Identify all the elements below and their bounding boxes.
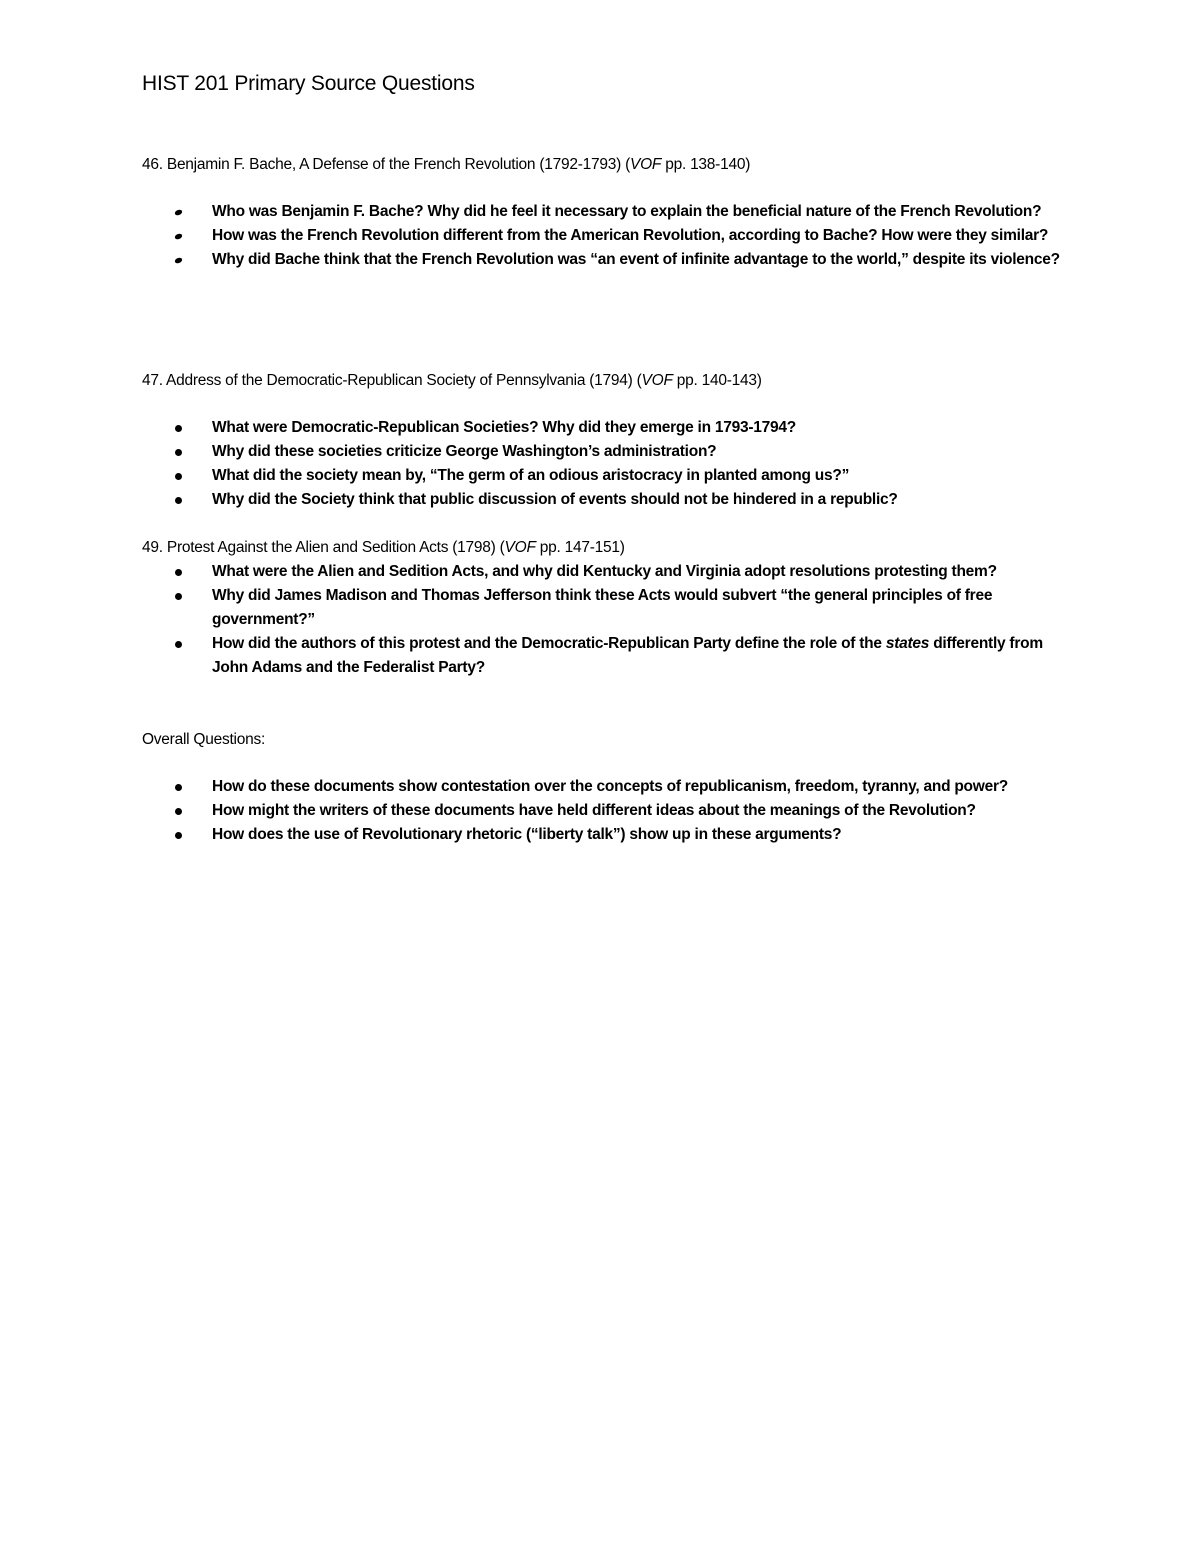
- bullet-icon: [175, 497, 182, 504]
- bullet-icon: [175, 569, 182, 576]
- list-item: [142, 224, 1062, 248]
- question-text: Why did these societies criticize George Washington’s administration?: [212, 443, 717, 460]
- bullet-icon: [175, 593, 182, 600]
- list-item: [142, 416, 1062, 440]
- question-text: How do these documents show contestation over the concepts of republicanism, freedom, tyranny, and power?: [212, 778, 1008, 795]
- section-49-question-list: [142, 560, 1062, 680]
- list-item: [142, 584, 1062, 632]
- section-47-heading-text: 47. Address of the Democratic-Republican Society of Pennsylvania (1794) (: [142, 372, 642, 389]
- bullet-icon: [175, 449, 182, 456]
- section-47-question-list: [142, 416, 1062, 512]
- section-heading-47: [142, 369, 762, 393]
- question-text: How was the French Revolution different from the American Revolution, according to Bache? How were they similar?: [212, 227, 1049, 244]
- list-item: [142, 560, 1062, 584]
- question-text: How does the use of Revolutionary rhetoric (“liberty talk”) show up in these arguments?: [212, 826, 842, 843]
- question-text-part: differently from John Adams and the Federalist Party?: [212, 635, 1043, 676]
- section-46-question-list: [142, 200, 1062, 272]
- list-item: [142, 248, 1062, 272]
- bullet-icon: [175, 832, 182, 839]
- bullet-icon: [175, 808, 182, 815]
- section-46-book-abbrev: VOF: [630, 156, 662, 173]
- list-item: [142, 799, 1062, 823]
- question-text: Why did Bache think that the French Revolution was “an event of infinite advantage to the world,” despite its violence?: [212, 251, 1060, 268]
- question-text: What were the Alien and Sedition Acts, and why did Kentucky and Virginia adopt resolutions protesting them?: [212, 563, 997, 580]
- list-item: [142, 464, 1062, 488]
- section-46-pages: pp. 138-140): [661, 156, 751, 173]
- bullet-icon: [174, 258, 183, 264]
- bullet-icon: [175, 641, 182, 648]
- bullet-icon: [175, 425, 182, 432]
- question-text: Why did James Madison and Thomas Jefferson think these Acts would subvert “the general principles of free government?”: [212, 587, 993, 628]
- question-text: Why did the Society think that public discussion of events should not be hindered in a republic?: [212, 491, 898, 508]
- bullet-icon: [174, 210, 183, 216]
- section-heading-49: [142, 536, 625, 560]
- bullet-icon: [175, 473, 182, 480]
- section-47-book-abbrev: VOF: [641, 372, 673, 389]
- question-text: What did the society mean by, “The germ of an odious aristocracy in planted among us?”: [212, 467, 850, 484]
- question-text-part: How did the authors of this protest and the Democratic-Republican Party define the role of the: [212, 635, 886, 652]
- question-text: Who was Benjamin F. Bache? Why did he feel it necessary to explain the beneficial nature of the French Revolution?: [212, 203, 1042, 220]
- list-item: [142, 488, 1062, 512]
- section-47-pages: pp. 140-143): [672, 372, 762, 389]
- section-49-heading-text: 49. Protest Against the Alien and Sedition Acts (1798) (: [142, 539, 505, 556]
- list-item: [142, 440, 1062, 464]
- question-italic-word: states: [885, 635, 930, 652]
- bullet-icon: [175, 784, 182, 791]
- bullet-icon: [174, 234, 183, 240]
- overall-question-list: [142, 775, 1062, 847]
- section-heading-46: [142, 153, 750, 177]
- section-heading-overall: Overall Questions:: [142, 731, 265, 748]
- list-item: [142, 632, 1062, 680]
- question-text: What were Democratic-Republican Societies? Why did they emerge in 1793-1794?: [212, 419, 796, 436]
- list-item: [142, 200, 1062, 224]
- list-item: [142, 775, 1062, 799]
- question-text: How might the writers of these documents have held different ideas about the meanings of the Revolution?: [212, 802, 976, 819]
- list-item: [142, 823, 1062, 847]
- section-49-pages: pp. 147-151): [535, 539, 625, 556]
- page-title: HIST 201 Primary Source Questions: [142, 72, 475, 95]
- section-46-heading-text: 46. Benjamin F. Bache, A Defense of the French Revolution (1792-1793) (: [142, 156, 631, 173]
- section-49-book-abbrev: VOF: [504, 539, 536, 556]
